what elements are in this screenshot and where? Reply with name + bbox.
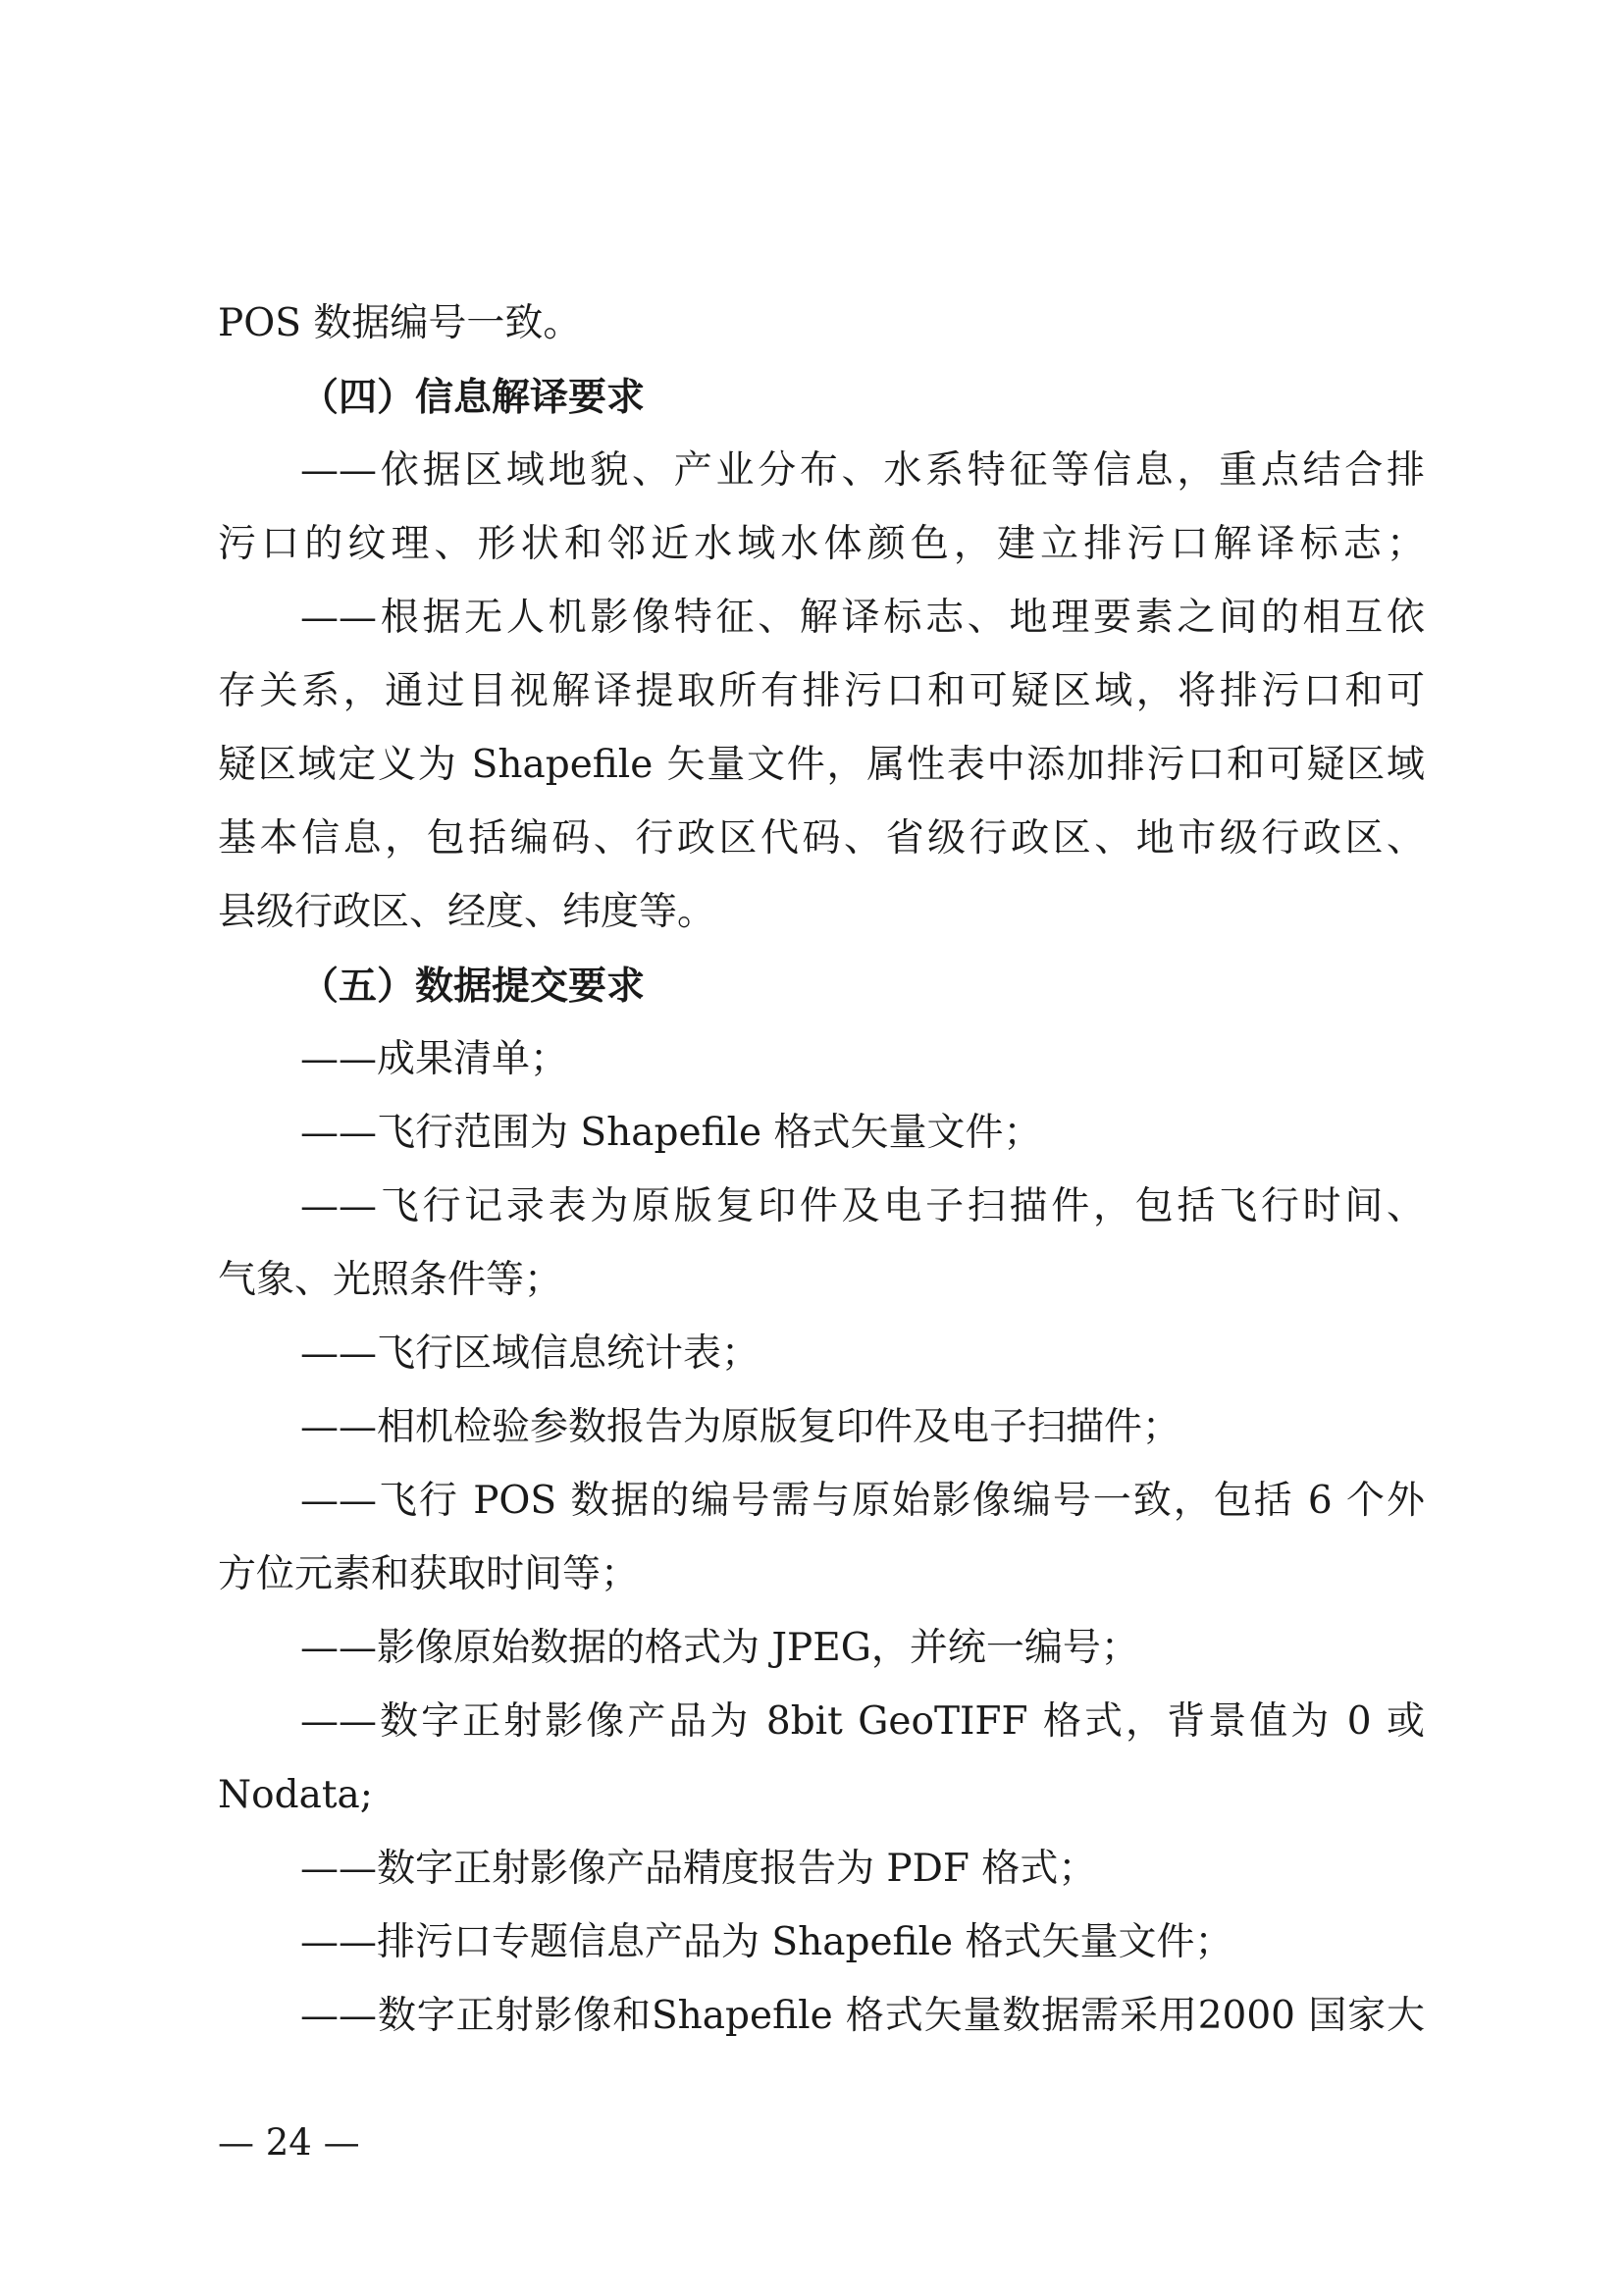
page-number: — 24 — [218, 2121, 360, 2164]
body-line-14: 气象、光照条件等； [218, 1258, 563, 1302]
body-line-5: ——根据无人机影像特征、解译标志、地理要素之间的相互依 [300, 596, 1425, 640]
body-line-4: 污口的纹理、形状和邻近水域水体颜色，建立排污口解译标志； [218, 522, 1425, 566]
body-line-17: ——飞行 POS 数据的编号需与原始影像编号一致，包括 6 个外 [300, 1479, 1425, 1523]
body-line-20: ——数字正射影像产品为 8bit GeoTIFF 格式，背景值为 0 或 [300, 1699, 1425, 1744]
body-line-13: ——飞行记录表为原版复印件及电子扫描件，包括飞行时间、 [300, 1184, 1425, 1228]
body-line-9: 县级行政区、经度、纬度等。 [218, 890, 716, 934]
body-line-22: ——数字正射影像产品精度报告为 PDF 格式； [300, 1847, 1097, 1891]
body-line-7: 疑区域定义为 Shapefile 矢量文件，属性表中添加排污口和可疑区域 [218, 743, 1425, 787]
body-line-12: ——飞行范围为 Shapefile 格式矢量文件； [300, 1111, 1042, 1155]
body-line-19: ——影像原始数据的格式为 JPEG，并统一编号； [300, 1626, 1139, 1670]
body-line-16: ——相机检验参数报告为原版复印件及电子扫描件； [300, 1405, 1181, 1449]
section-heading-4: （四）信息解译要求 [300, 375, 646, 420]
section-heading-5: （五）数据提交要求 [300, 964, 646, 1009]
body-line-21: Nodata; [218, 1773, 373, 1817]
body-line-18: 方位元素和获取时间等； [218, 1552, 640, 1596]
body-line-8: 基本信息，包括编码、行政区代码、省级行政区、地市级行政区、 [218, 816, 1425, 861]
body-line-23: ——排污口专题信息产品为 Shapefile 格式矢量文件； [300, 1920, 1233, 1964]
body-line-15: ——飞行区域信息统计表； [300, 1331, 760, 1376]
body-line-6: 存关系，通过目视解译提取所有排污口和可疑区域，将排污口和可 [218, 669, 1425, 713]
body-line-3: ——依据区域地貌、产业分布、水系特征等信息，重点结合排 [300, 448, 1425, 493]
body-line-1: POS 数据编号一致。 [218, 301, 582, 345]
body-line-24: ——数字正射影像和Shapefile 格式矢量数据需采用2000 国家大 [300, 1994, 1425, 2038]
body-line-11: ——成果清单； [300, 1037, 569, 1081]
